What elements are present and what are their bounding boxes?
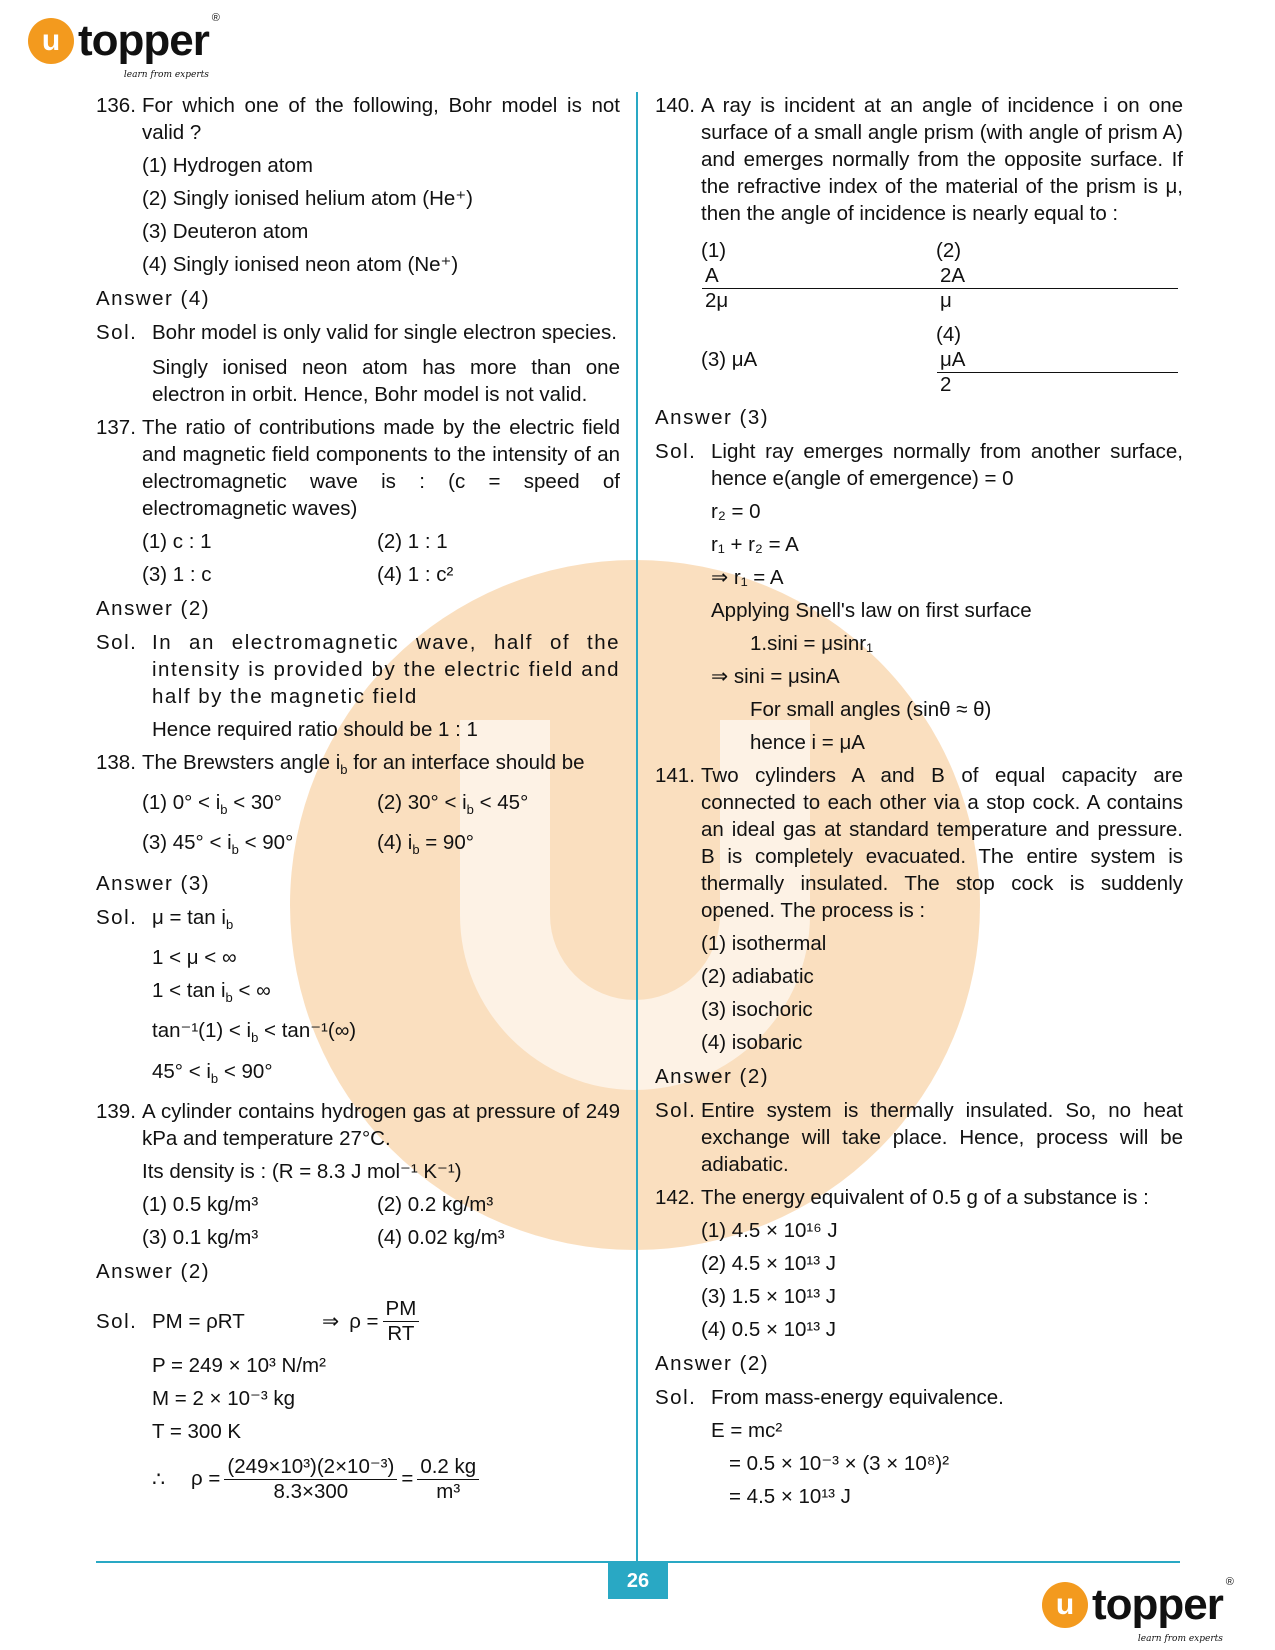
question-137 [96,414,620,522]
option: (1) Hydrogen atom [142,154,313,177]
option: (2) Singly ionised helium atom (He⁺) [142,187,473,210]
solution-line: 1.sini = μsinr₁ [750,632,873,655]
question-text: Two cylinders A and B of equal capacity are connected to each other via a stop cock. A contains an ideal gas at standard temperature and pressure. B is completely evacuated. The entire system is thermally insulated. The stop cock is suddenly opened. The process is : [701,764,1183,922]
question-text: A cylinder contains hydrogen gas at pressure of 249 kPa and temperature 27°C. [142,1099,620,1150]
option-row [142,829,620,863]
option-row [142,1224,620,1251]
question-text: The ratio of contributions made by the electric field and magnetic field components to the intensity of an electromagnetic wave is : (c = speed of electromagnetic waves) [142,416,620,520]
solution-line: = 4.5 × 10¹³ J [729,1485,851,1508]
left-column [96,92,620,1504]
solution-line: P = 249 × 10³ N/m² [152,1353,326,1377]
solution-text: Bohr model is only valid for single electron species. [152,321,617,344]
solution [96,629,620,710]
solution-line: M = 2 × 10⁻³ kg [152,1386,295,1410]
logo-u-icon: u [28,18,74,64]
option: (1) c : 1 [142,530,212,553]
answer: Answer (4) [96,287,211,310]
option: (1) $\frac{A}{2\mu}$ [701,237,936,313]
solution-label: Sol. [96,321,138,344]
option: (3) μA [701,347,758,371]
solution-line: ⇒ sini = μsinA [711,665,840,688]
solution-line: 1 < μ < ∞ [152,946,237,970]
solution [96,904,620,938]
question-142 [655,1184,1183,1211]
question-140 [655,92,1183,227]
option: (4) 1 : c² [377,563,454,586]
solution-line: PM = ρRT ⇒ ρ = $\frac{PM}{RT}$ [152,1297,620,1346]
option: (2) $30^\circ < i_b < 45^\circ$ [377,791,529,818]
option-row [142,789,620,823]
page-number: 26 [608,1563,668,1599]
question-number: 136. [96,94,136,117]
solution-label: Sol. [655,440,697,463]
logo-wordmark: topper ® learn from experts [78,12,219,80]
solution [96,319,620,346]
answer: Answer (3) [96,872,211,896]
option: (3) 1 : c [142,563,212,586]
solution-line: $\mu = \tan i_b$ [152,906,234,933]
answer: Answer (2) [655,1065,770,1088]
answer: Answer (2) [96,1259,211,1283]
option: (3) 1.5 × 10¹³ J [701,1285,837,1308]
question-number: 138. [96,751,136,774]
solution-text: Hence required ratio should be 1 : 1 [152,718,478,741]
solution-line: For small angles (sinθ ≈ θ) [750,698,992,721]
option: (1) 0.5 kg/m³ [142,1192,259,1216]
solution-line: T = 300 K [152,1419,242,1443]
fraction: $\frac{\text{(249×10³)(2×10⁻³)}}{8.3\times 300}$ [224,1455,397,1504]
solution-line: $1 < \tan i_b$ < ∞ [152,979,271,1006]
solution [655,1384,1183,1411]
solution-text: Singly ionised neon atom has more than one electron in orbit. Hence, Bohr model is not valid. [152,356,620,406]
option: (4) isobaric [701,1031,803,1054]
question-139 [96,1098,620,1152]
solution-line: Applying Snell's law on first surface [711,599,1032,622]
solution-label: Sol. [96,1309,138,1333]
solution-line: $45^\circ < i_b < 90^\circ$ [152,1059,273,1086]
option: (2) 1 : 1 [377,530,448,553]
option: (4) $\frac{\mu A}{2}$ [936,321,1171,397]
solution-text: In an electromagnetic wave, half of the intensity is provided by the electric field and half by the magnetic field [152,631,620,708]
question-number: 137. [96,416,136,439]
question-text: For which one of the following, Bohr model is not valid ? [142,94,620,144]
question-138 [96,749,620,783]
option: (3) Deuteron atom [142,220,309,243]
option: (1) $0^\circ < i_b < 30^\circ$ [142,791,282,818]
logo-u-icon: u [1042,1582,1088,1628]
option: (4) 0.5 × 10¹³ J [701,1318,837,1341]
option: (2) 0.2 kg/m³ [377,1192,494,1216]
option: (3) 0.1 kg/m³ [142,1225,259,1249]
solution-label: Sol. [655,1386,697,1409]
column-divider [636,92,638,1562]
solution [96,1297,620,1346]
question-number: 141. [655,764,695,787]
solution-label: Sol. [96,906,138,930]
fraction: $\frac{0.2 kg}{\text{m³}}$ [417,1455,479,1504]
solution-line: E = mc² [711,1419,783,1442]
option-row [142,561,620,588]
solution-line: r₂ = 0 [711,500,761,523]
answer: Answer (2) [96,597,211,620]
solution [655,438,1183,492]
solution-text: Light ray emerges normally from another surface, hence e(angle of emergence) = 0 [711,440,1183,490]
footer-logo[interactable] [1042,1576,1233,1644]
question-text: The Brewsters angle $i_b$ for an interface should be [142,751,585,778]
option: (4) 0.02 kg/m³ [377,1225,505,1249]
question-text: The energy equivalent of 0.5 g of a substance is : [701,1186,1149,1209]
option: (3) $45^\circ < i_b < 90^\circ$ [142,831,294,858]
option: (1) isothermal [701,932,827,955]
option: (2) 4.5 × 10¹³ J [701,1252,837,1275]
option-row [142,528,620,555]
solution-final: ∴ ρ = $\frac{\text{(249×10³)(2×10⁻³)}}{8.3\times 300}$ = $\frac{0.2 kg}{\text{m³}}$ [152,1455,620,1504]
solution-label: Sol. [655,1099,697,1122]
question-text: A ray is incident at an angle of incidence i on one surface of a small angle prism (with angle of prism A) and emerges normally from the opposite surface. If the refractive index of the material of the prism is μ, then the angle of incidence is nearly equal to : [701,94,1183,225]
solution-line: = 0.5 × 10⁻³ × (3 × 10⁸)² [729,1452,950,1475]
solution-text: From mass-energy equivalence. [711,1386,1004,1409]
answer: Answer (3) [655,406,770,429]
option-row [701,237,1183,313]
question-text: Its density is : (R = 8.3 J mol⁻¹ K⁻¹) [142,1159,462,1183]
question-141 [655,762,1183,924]
logo-wordmark: topper ® learn from experts [1092,1576,1233,1644]
header-logo[interactable] [28,12,219,80]
solution-label: Sol. [96,631,138,654]
option: (4) $i_b = 90^\circ$ [377,831,474,858]
solution-text: Entire system is thermally insulated. So, no heat exchange will take place. Hence, process will be adiabatic. [701,1099,1183,1176]
option-row [701,321,1183,397]
solution [655,1097,1183,1178]
option-row [142,1191,620,1218]
question-136 [96,92,620,146]
answer: Answer (2) [655,1352,770,1375]
solution-line: hence i = μA [750,731,865,754]
question-number: 140. [655,94,695,117]
solution-line: ⇒ r₁ = A [711,566,784,589]
solution-line: r₁ + r₂ = A [711,533,799,556]
option: (3) isochoric [701,998,813,1021]
question-number: 139. [96,1099,136,1123]
option: (2) $\frac{2A}{\mu}$ [936,237,1171,313]
right-column [655,92,1183,1510]
solution-line: $\tan^{-1}(1) < i_b < \tan^{-1}(\infty)$ [152,1019,357,1046]
option: (2) adiabatic [701,965,814,988]
question-number: 142. [655,1186,695,1209]
option: (4) Singly ionised neon atom (Ne⁺) [142,253,459,276]
fraction: $\frac{PM}{RT}$ [383,1297,420,1346]
option: (1) 4.5 × 10¹⁶ J [701,1219,838,1242]
